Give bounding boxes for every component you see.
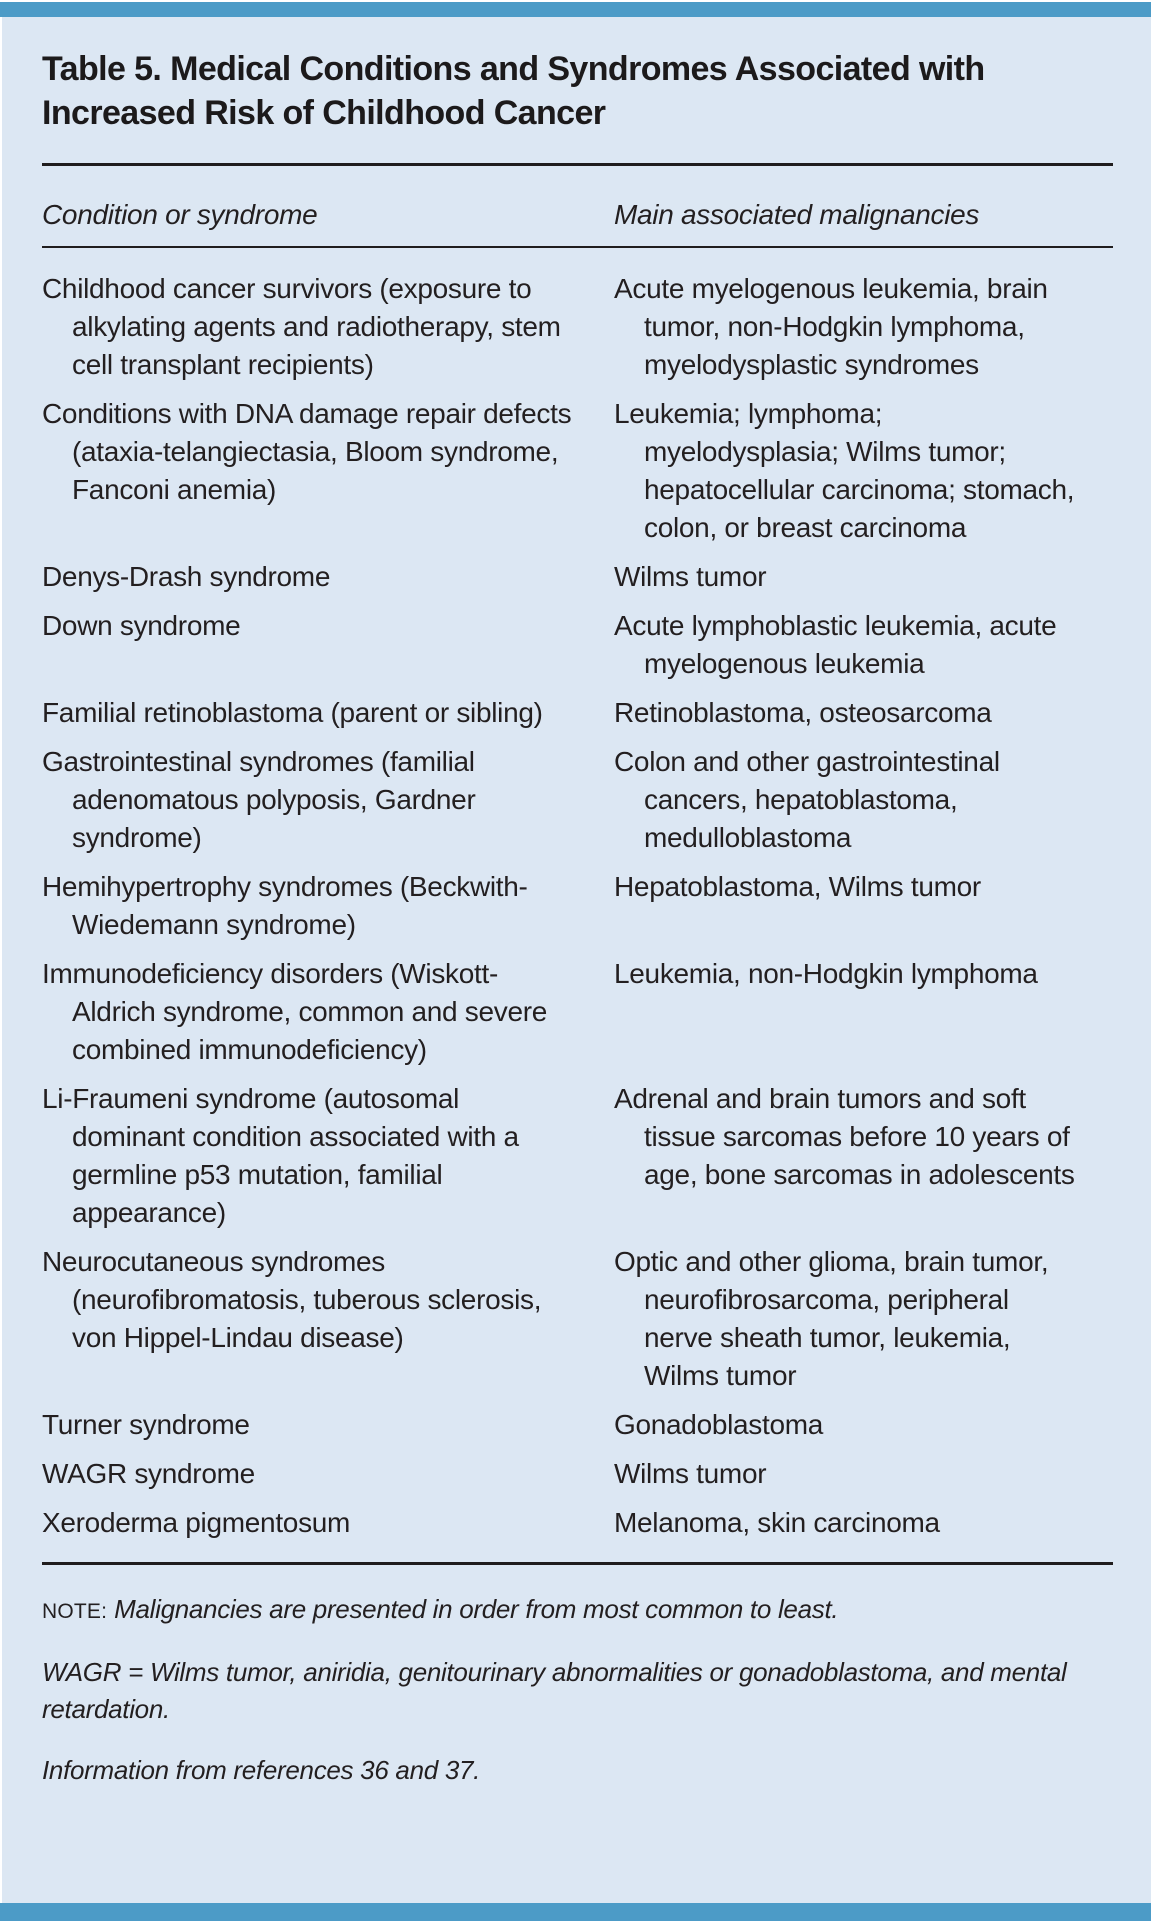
table-body xyxy=(42,270,1113,1542)
wagr-footnote: WAGR = Wilms tumor, aniridia, genitourinary abnormalities or gonadoblastoma, and mental retardation. xyxy=(42,1657,1067,1724)
condition-cell: Gastrointestinal syndromes (familial adenomatous polyposis, Gardner syndrome) xyxy=(42,746,476,853)
malignancies-cell: Acute myelogenous leukemia, brain tumor, non-Hodgkin lymphoma, myelodysplastic syndromes xyxy=(614,273,1048,380)
table-row xyxy=(42,743,1113,857)
malignancies-cell: Gonadoblastoma xyxy=(614,1409,824,1440)
column-header-row xyxy=(42,198,1113,232)
malignancies-cell: Optic and other glioma, brain tumor, neurofibrosarcoma, peripheral nerve sheath tumor, leukemia, Wilms tumor xyxy=(614,1246,1049,1391)
title-divider xyxy=(42,163,1113,166)
malignancies-cell: Retinoblastoma, osteosarcoma xyxy=(614,697,992,728)
condition-cell: Turner syndrome xyxy=(42,1409,250,1440)
table-row xyxy=(42,558,1113,596)
table-row xyxy=(42,1455,1113,1493)
table-row xyxy=(42,270,1113,384)
table-row xyxy=(42,395,1113,547)
malignancies-cell: Colon and other gastrointestinal cancers, hepatoblastoma, medulloblastoma xyxy=(614,746,1000,853)
condition-cell: Neurocutaneous syndromes (neurofibromatosis, tuberous sclerosis, von Hippel-Lindau disease) xyxy=(42,1246,542,1353)
footer-divider xyxy=(42,1562,1113,1565)
malignancies-cell: Acute lymphoblastic leukemia, acute myelogenous leukemia xyxy=(614,610,1057,679)
condition-cell: Familial retinoblastoma (parent or sibling) xyxy=(42,697,543,728)
malignancies-cell: Leukemia, non-Hodgkin lymphoma xyxy=(614,958,1038,989)
malignancies-cell: Leukemia; lymphoma; myelodysplasia; Wilms tumor; hepatocellular carcinoma; stomach, colon, or breast carcinoma xyxy=(614,398,1075,543)
malignancies-cell: Hepatoblastoma, Wilms tumor xyxy=(614,871,981,902)
table-row xyxy=(42,1504,1113,1542)
table-row xyxy=(42,1406,1113,1444)
condition-cell: Hemihypertrophy syndromes (Beckwith-Wiedemann syndrome) xyxy=(42,871,528,940)
condition-cell: Li-Fraumeni syndrome (autosomal dominant condition associated with a germline p53 mutation, familial appearance) xyxy=(42,1083,519,1228)
source-footnote: Information from references 36 and 37. xyxy=(42,1755,481,1785)
table-row xyxy=(42,868,1113,944)
table-content xyxy=(2,17,1151,1789)
table-row xyxy=(42,694,1113,732)
top-accent-bar xyxy=(0,2,1151,17)
condition-cell: Denys-Drash syndrome xyxy=(42,561,331,592)
table-title: Table 5. Medical Conditions and Syndromes Associated with Increased Risk of Childhood Cancer xyxy=(42,50,985,132)
condition-cell: Immunodeficiency disorders (Wiskott-Aldrich syndrome, common and severe combined immunodeficiency) xyxy=(42,958,548,1065)
bottom-accent-bar xyxy=(0,1903,1151,1921)
table-row xyxy=(42,955,1113,1069)
malignancies-cell: Wilms tumor xyxy=(614,1458,767,1489)
note-line xyxy=(42,1591,1113,1630)
condition-cell: Conditions with DNA damage repair defects (ataxia-telangiectasia, Bloom syndrome, Fanconi anemia) xyxy=(42,398,572,505)
table-row xyxy=(42,1243,1113,1395)
note-text: Malignancies are presented in order from most common to least. xyxy=(114,1594,839,1624)
note-label: NOTE: xyxy=(42,1600,108,1623)
column-header-malignancies: Main associated malignancies xyxy=(614,199,980,230)
condition-cell: Xeroderma pigmentosum xyxy=(42,1507,351,1538)
column-header-condition: Condition or syndrome xyxy=(42,199,318,230)
table-row xyxy=(42,1080,1113,1232)
malignancies-cell: Adrenal and brain tumors and soft tissue sarcomas before 10 years of age, bone sarcomas in adolescents xyxy=(614,1083,1075,1190)
table-panel xyxy=(2,17,1151,1903)
malignancies-cell: Wilms tumor xyxy=(614,561,767,592)
condition-cell: WAGR syndrome xyxy=(42,1458,255,1489)
malignancies-cell: Melanoma, skin carcinoma xyxy=(614,1507,940,1538)
condition-cell: Down syndrome xyxy=(42,610,241,641)
condition-cell: Childhood cancer survivors (exposure to alkylating agents and radiotherapy, stem cell transplant recipients) xyxy=(42,273,561,380)
header-divider xyxy=(42,246,1113,248)
table-row xyxy=(42,607,1113,683)
